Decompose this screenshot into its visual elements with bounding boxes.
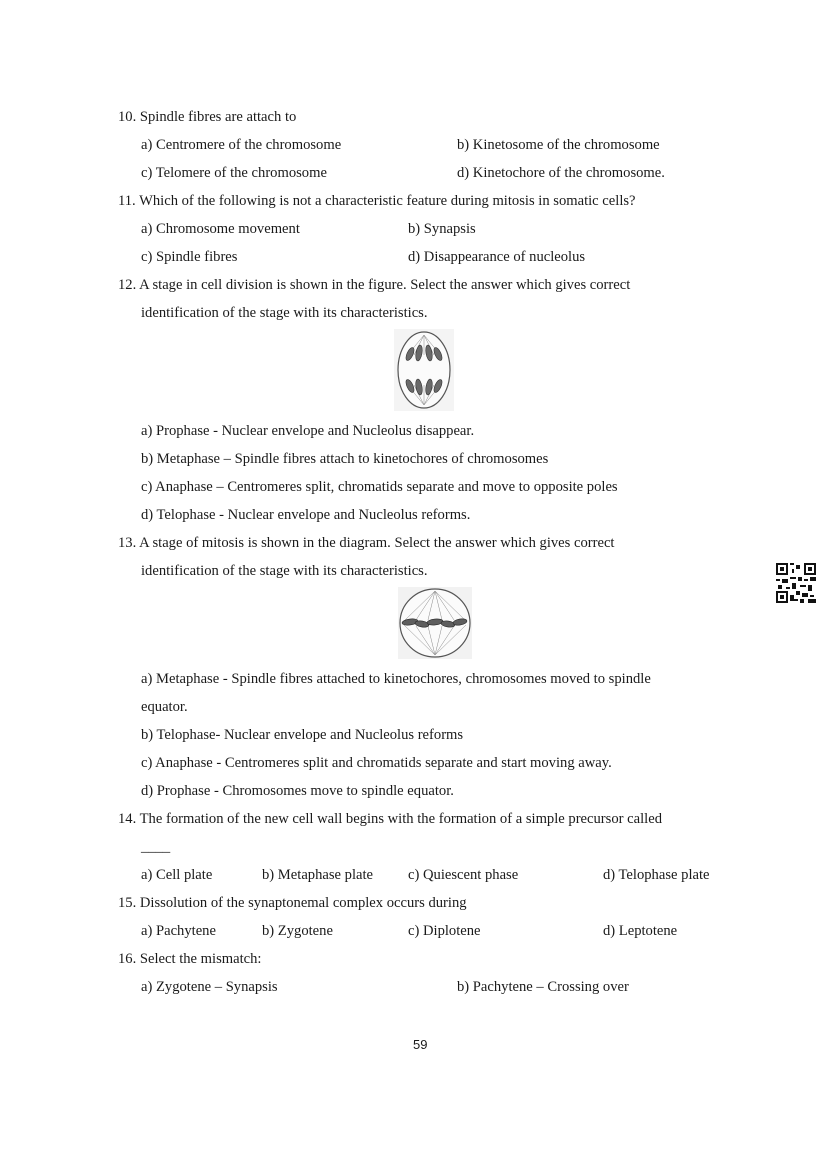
metaphase-diagram (398, 587, 472, 659)
q16-option-b: b) Pachytene – Crossing over (457, 979, 629, 995)
q15-option-b: b) Zygotene (262, 923, 333, 939)
q11-option-a: a) Chromosome movement (141, 221, 300, 237)
qr-code-icon (776, 563, 816, 603)
q13-stem-line2: identification of the stage with its characteristics. (141, 563, 428, 579)
q11-option-d: d) Disappearance of nucleolus (408, 249, 586, 265)
q15-option-c: c) Diplotene (408, 923, 481, 939)
q13-option-d: d) Prophase - Chromosomes move to spindle equator. (141, 783, 454, 799)
q11-stem: 11. Which of the following is not a characteristic feature during mitosis in somatic cells? (118, 193, 636, 209)
q14-stem: 14. The formation of the new cell wall begins with the formation of a simple precursor called (118, 811, 662, 827)
q13-option-a-line2: equator. (141, 699, 188, 715)
anaphase-diagram (394, 329, 454, 411)
q10-option-d: d) Kinetochore of the chromosome. (457, 165, 665, 181)
page-number: 59 (413, 1037, 428, 1052)
q14-option-b: b) Metaphase plate (262, 867, 374, 883)
q13-option-c: c) Anaphase - Centromeres split and chromatids separate and start moving away. (141, 755, 612, 771)
q15-option-d: d) Leptotene (603, 923, 678, 939)
q10-stem: 10. Spindle fibres are attach to (118, 109, 297, 125)
q14-option-c: c) Quiescent phase (408, 867, 519, 883)
q10-option-b: b) Kinetosome of the chromosome (457, 137, 660, 153)
q11-option-b: b) Synapsis (408, 221, 476, 237)
q12-option-d: d) Telophase - Nuclear envelope and Nucleolus reforms. (141, 507, 471, 523)
q10-option-a: a) Centromere of the chromosome (141, 137, 342, 153)
q15-option-a: a) Pachytene (141, 923, 216, 939)
q13-option-b: b) Telophase- Nuclear envelope and Nucleolus reforms (141, 727, 464, 743)
q14-blank: ____ (141, 839, 171, 855)
q13-option-a-line1: a) Metaphase - Spindle fibres attached to kinetochores, chromosomes moved to spindle (141, 671, 651, 687)
q13-stem-line1: 13. A stage of mitosis is shown in the diagram. Select the answer which gives correct (118, 535, 615, 551)
q12-option-a: a) Prophase - Nuclear envelope and Nucleolus disappear. (141, 423, 475, 439)
q16-option-a: a) Zygotene – Synapsis (141, 979, 278, 995)
q16-stem: 16. Select the mismatch: (118, 951, 262, 967)
q12-stem-line1: 12. A stage in cell division is shown in the figure. Select the answer which gives correct (118, 277, 631, 293)
q15-stem: 15. Dissolution of the synaptonemal complex occurs during (118, 895, 467, 911)
q12-option-c: c) Anaphase – Centromeres split, chromatids separate and move to opposite poles (141, 479, 618, 495)
q11-option-c: c) Spindle fibres (141, 249, 238, 265)
q14-option-d: d) Telophase plate (603, 867, 710, 883)
q12-stem-line2: identification of the stage with its characteristics. (141, 305, 428, 321)
q14-option-a: a) Cell plate (141, 867, 213, 883)
q12-option-b: b) Metaphase – Spindle fibres attach to kinetochores of chromosomes (141, 451, 549, 467)
q10-option-c: c) Telomere of the chromosome (141, 165, 327, 181)
